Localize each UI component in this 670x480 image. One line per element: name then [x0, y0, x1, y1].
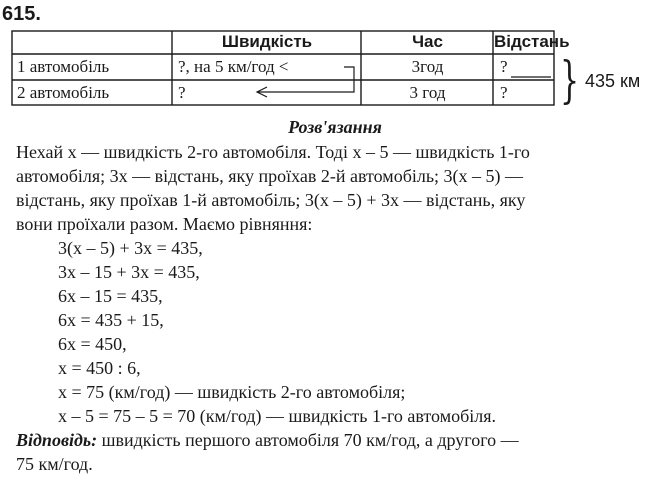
header-time: Час	[412, 32, 443, 51]
total-distance: 435 км	[585, 71, 641, 91]
problem-number: 615.	[2, 3, 41, 25]
equation-3: 6x – 15 = 435,	[58, 286, 163, 306]
paragraph-line-4: вони проїхали разом. Маємо рівняння:	[16, 214, 313, 234]
paragraph-line-3: відстань, яку проїхав 1-й автомобіль; 3(x – 5) + 3x — відстань, яку	[16, 190, 526, 210]
row2-distance: ?	[500, 83, 508, 102]
paragraph-line-2: автомобіля; 3x — відстань, яку проїхав 2-й автомобіль; 3(x – 5) —	[16, 166, 524, 186]
paragraph-line-1: Нехай x — швидкість 2-го автомобіля. Тоді x – 5 — швидкість 1-го	[16, 142, 530, 162]
brace-icon: }	[560, 51, 580, 109]
row1-speed: ?, на 5 км/год <	[178, 57, 289, 76]
answer-label: Відповідь:	[16, 430, 98, 450]
answer-text: швидкість першого автомобіля 70 км/год, а другого —	[97, 430, 519, 450]
row2-label: 2 автомобіль	[17, 83, 110, 102]
equation-8: x – 5 = 75 – 5 = 70 (км/год) — швидкість 1-го автомобіля.	[58, 406, 497, 426]
answer-line-2: 75 км/год.	[16, 454, 93, 474]
equation-6: x = 450 : 6,	[58, 358, 141, 378]
equation-7: x = 75 (км/год) — швидкість 2-го автомобіля;	[58, 382, 406, 402]
solution-heading: Розв'язання	[288, 117, 382, 137]
header-distance: Відстань	[494, 32, 570, 51]
equation-2: 3x – 15 + 3x = 435,	[58, 262, 200, 282]
equation-5: 6x = 450,	[58, 334, 127, 354]
row2-time: 3 год	[409, 83, 446, 102]
data-table	[11, 30, 570, 106]
row1-label: 1 автомобіль	[17, 57, 110, 76]
equation-1: 3(x – 5) + 3x = 435,	[58, 238, 203, 258]
answer-line-1	[16, 430, 519, 451]
row1-distance: ?	[500, 57, 508, 76]
equation-4: 6x = 435 + 15,	[58, 310, 164, 330]
row2-speed: ?	[178, 83, 186, 102]
header-speed: Швидкість	[221, 32, 313, 51]
row1-time: 3год	[411, 57, 444, 76]
